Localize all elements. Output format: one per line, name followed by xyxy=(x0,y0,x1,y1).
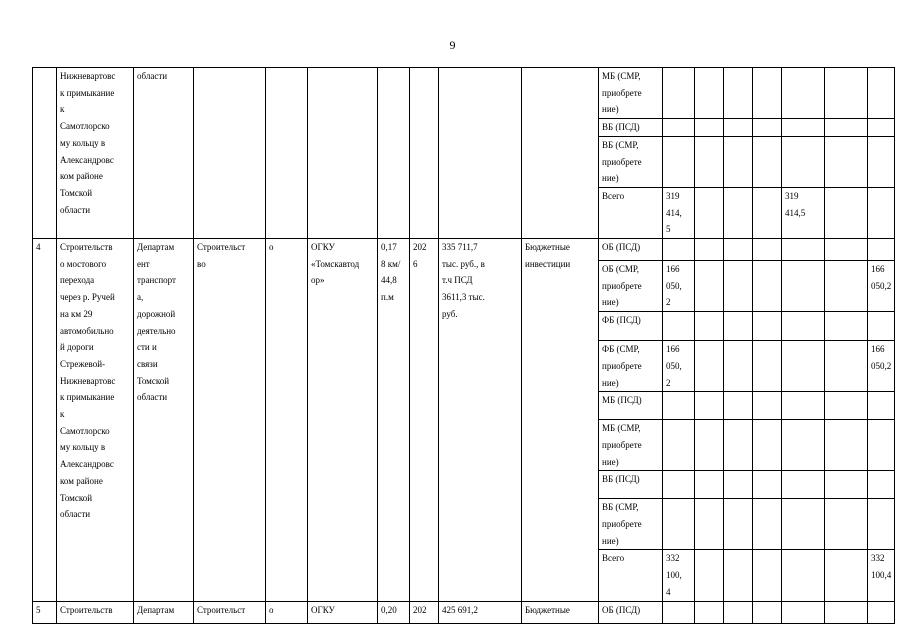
table-row xyxy=(33,239,895,261)
work-type-suffix: о xyxy=(266,239,308,602)
source-y3 xyxy=(753,119,782,137)
source-total: 332 100, 4 xyxy=(663,550,695,602)
investment-form: Бюджетные xyxy=(522,602,599,624)
source-y1 xyxy=(695,471,724,499)
source-label: ФБ (СМР, приобрете ние) xyxy=(599,341,663,392)
source-y4 xyxy=(782,499,825,550)
source-y2 xyxy=(724,312,753,341)
source-total xyxy=(663,499,695,550)
investment-form: Бюджетные инвестиции xyxy=(522,239,599,602)
source-y1 xyxy=(695,499,724,550)
source-y1 xyxy=(695,119,724,137)
year: 202 xyxy=(410,602,439,624)
source-y1 xyxy=(695,312,724,341)
source-y2 xyxy=(724,119,753,137)
source-total xyxy=(663,602,695,624)
object-name: Строительств о мостового перехода через р. Ручей на км 29 автомобильно й дороги Стрежевой- Нижневартовс к примыкание к Самотлорско му кольцу в Александровс ком районе Томской области xyxy=(57,239,134,602)
source-y5 xyxy=(825,261,868,312)
source-y6 xyxy=(868,136,895,187)
source-y5 xyxy=(825,392,868,420)
source-y4 xyxy=(782,471,825,499)
source-label: МБ (ПСД) xyxy=(599,392,663,420)
source-label: ФБ (ПСД) xyxy=(599,312,663,341)
table-row xyxy=(33,602,895,624)
source-total xyxy=(663,68,695,119)
source-y4 xyxy=(782,68,825,119)
source-y5 xyxy=(825,187,868,238)
source-y3 xyxy=(753,239,782,261)
source-y3 xyxy=(753,499,782,550)
source-total xyxy=(663,471,695,499)
table-row xyxy=(33,68,895,119)
source-y3 xyxy=(753,550,782,602)
source-y1 xyxy=(695,261,724,312)
source-y2 xyxy=(724,602,753,624)
source-total xyxy=(663,136,695,187)
year: 202 6 xyxy=(410,239,439,602)
source-y4 xyxy=(782,602,825,624)
work-type-suffix: о xyxy=(266,602,308,624)
source-y4: 319 414,5 xyxy=(782,187,825,238)
source-y5 xyxy=(825,550,868,602)
source-total xyxy=(663,119,695,137)
source-y2 xyxy=(724,471,753,499)
source-y4 xyxy=(782,239,825,261)
source-y3 xyxy=(753,602,782,624)
source-y4 xyxy=(782,420,825,471)
source-y5 xyxy=(825,420,868,471)
source-y3 xyxy=(753,341,782,392)
source-y2 xyxy=(724,68,753,119)
source-y5 xyxy=(825,119,868,137)
source-y5 xyxy=(825,499,868,550)
source-y4 xyxy=(782,136,825,187)
source-y6 xyxy=(868,239,895,261)
source-label: ВБ (ПСД) xyxy=(599,119,663,137)
source-label: Всего xyxy=(599,550,663,602)
source-y6 xyxy=(868,187,895,238)
source-y3 xyxy=(753,392,782,420)
source-label: Всего xyxy=(599,187,663,238)
source-y1 xyxy=(695,420,724,471)
source-label: ВБ (СМР, приобрете ние) xyxy=(599,136,663,187)
investment-form xyxy=(522,68,599,239)
source-y3 xyxy=(753,420,782,471)
source-y2 xyxy=(724,420,753,471)
source-y5 xyxy=(825,341,868,392)
source-y5 xyxy=(825,239,868,261)
source-total xyxy=(663,392,695,420)
source-y3 xyxy=(753,261,782,312)
source-y2 xyxy=(724,499,753,550)
source-y1 xyxy=(695,136,724,187)
source-y6: 332 100,4 xyxy=(868,550,895,602)
executor xyxy=(308,68,378,239)
source-label: ВБ (ПСД) xyxy=(599,471,663,499)
source-y6 xyxy=(868,68,895,119)
source-y3 xyxy=(753,471,782,499)
source-y4 xyxy=(782,312,825,341)
executor: ОГКУ xyxy=(308,602,378,624)
work-type-suffix xyxy=(266,68,308,239)
customer: области xyxy=(134,68,194,239)
customer: Департам xyxy=(134,602,194,624)
source-total xyxy=(663,239,695,261)
source-y1 xyxy=(695,392,724,420)
work-type: Строительст xyxy=(194,602,266,624)
source-label: ОБ (ПСД) xyxy=(599,239,663,261)
source-label: ОБ (ПСД) xyxy=(599,602,663,624)
source-y6 xyxy=(868,471,895,499)
source-y1 xyxy=(695,602,724,624)
source-y4 xyxy=(782,119,825,137)
source-y4 xyxy=(782,261,825,312)
row-number xyxy=(33,68,57,239)
source-y1 xyxy=(695,550,724,602)
source-y2 xyxy=(724,239,753,261)
capacity xyxy=(378,68,410,239)
source-y4 xyxy=(782,550,825,602)
source-y6 xyxy=(868,602,895,624)
row-number: 5 xyxy=(33,602,57,624)
source-y5 xyxy=(825,602,868,624)
object-name: Нижневартовс к примыкание к Самотлорско му кольцу в Александровс ком районе Томской области xyxy=(57,68,134,239)
source-y6 xyxy=(868,392,895,420)
source-y1 xyxy=(695,341,724,392)
source-label: ОБ (СМР, приобрете ние) xyxy=(599,261,663,312)
source-y6 xyxy=(868,119,895,137)
source-y2 xyxy=(724,136,753,187)
source-total: 166 050, 2 xyxy=(663,341,695,392)
cost: 425 691,2 xyxy=(439,602,522,624)
cost xyxy=(439,68,522,239)
capacity: 0,17 8 км/ 44,8 п.м xyxy=(378,239,410,602)
source-y3 xyxy=(753,68,782,119)
source-y4 xyxy=(782,392,825,420)
source-y1 xyxy=(695,187,724,238)
source-y1 xyxy=(695,239,724,261)
capacity: 0,20 xyxy=(378,602,410,624)
row-number: 4 xyxy=(33,239,57,602)
work-type xyxy=(194,68,266,239)
source-total xyxy=(663,420,695,471)
source-y2 xyxy=(724,261,753,312)
work-type: Строительст во xyxy=(194,239,266,602)
budget-table xyxy=(32,67,895,624)
source-y3 xyxy=(753,312,782,341)
source-total: 319 414, 5 xyxy=(663,187,695,238)
source-y5 xyxy=(825,136,868,187)
source-total xyxy=(663,312,695,341)
executor: ОГКУ «Томскавтод ор» xyxy=(308,239,378,602)
source-y2 xyxy=(724,550,753,602)
source-y6: 166 050,2 xyxy=(868,341,895,392)
year xyxy=(410,68,439,239)
source-y3 xyxy=(753,187,782,238)
source-y4 xyxy=(782,341,825,392)
customer: Департам ент транспорт а, дорожной деятельно сти и связи Томской области xyxy=(134,239,194,602)
object-name: Строительств xyxy=(57,602,134,624)
source-y5 xyxy=(825,471,868,499)
source-y1 xyxy=(695,68,724,119)
source-y3 xyxy=(753,136,782,187)
source-label: ВБ (СМР, приобрете ние) xyxy=(599,499,663,550)
source-y2 xyxy=(724,392,753,420)
cost: 335 711,7 тыс. руб., в т.ч ПСД 3611,3 тыс. руб. xyxy=(439,239,522,602)
source-y2 xyxy=(724,341,753,392)
source-y6 xyxy=(868,499,895,550)
source-label: МБ (СМР, приобрете ние) xyxy=(599,68,663,119)
source-y2 xyxy=(724,187,753,238)
source-y6 xyxy=(868,420,895,471)
page-number: 9 xyxy=(449,38,456,52)
source-y6: 166 050,2 xyxy=(868,261,895,312)
source-y5 xyxy=(825,312,868,341)
source-y6 xyxy=(868,312,895,341)
source-total: 166 050, 2 xyxy=(663,261,695,312)
source-y5 xyxy=(825,68,868,119)
source-label: МБ (СМР, приобрете ние) xyxy=(599,420,663,471)
